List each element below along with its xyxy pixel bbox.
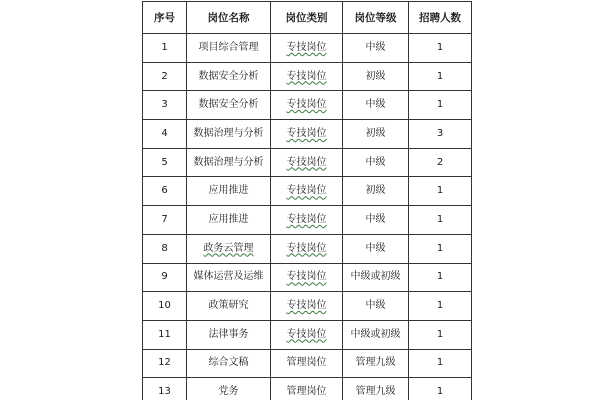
cell-name: 媒体运营及运维 [187, 263, 271, 292]
cell-no: 3 [143, 91, 187, 120]
cell-type [271, 292, 343, 321]
cell-name: 党务 [187, 378, 271, 400]
header-name: 岗位名称 [187, 2, 271, 34]
cell-no: 13 [143, 378, 187, 400]
cell-level: 中级或初级 [343, 320, 409, 349]
cell-count: 1 [409, 378, 472, 400]
cell-no: 9 [143, 263, 187, 292]
cell-count: 1 [409, 91, 472, 120]
cell-level: 中级 [343, 292, 409, 321]
cell-type [271, 320, 343, 349]
table-row [143, 263, 472, 292]
cell-type [271, 120, 343, 149]
table-row [143, 62, 472, 91]
cell-type [271, 263, 343, 292]
table-row [143, 234, 472, 263]
header-no: 序号 [143, 2, 187, 34]
table-row [143, 177, 472, 206]
table-row [143, 349, 472, 378]
table-row [143, 378, 472, 400]
cell-name: 数据安全分析 [187, 91, 271, 120]
header-type: 岗位类别 [271, 2, 343, 34]
cell-type-text: 专技岗位 [286, 300, 327, 312]
cell-type [271, 206, 343, 235]
cell-type-text: 专技岗位 [286, 99, 327, 111]
cell-type-text: 专技岗位 [286, 328, 327, 340]
cell-type [271, 148, 343, 177]
cell-level: 中级 [343, 206, 409, 235]
cell-name: 数据治理与分析 [187, 148, 271, 177]
cell-no: 2 [143, 62, 187, 91]
cell-type: 管理岗位 [271, 349, 343, 378]
table-row [143, 206, 472, 235]
cell-type [271, 91, 343, 120]
header-row [143, 2, 472, 34]
cell-count: 1 [409, 206, 472, 235]
cell-no: 6 [143, 177, 187, 206]
cell-level: 管理九级 [343, 378, 409, 400]
cell-name: 法律事务 [187, 320, 271, 349]
cell-no: 4 [143, 120, 187, 149]
table-row [143, 120, 472, 149]
cell-name: 综合文稿 [187, 349, 271, 378]
table-row [143, 34, 472, 63]
cell-type-text: 专技岗位 [286, 185, 327, 197]
cell-name-text: 政务云管理 [203, 242, 254, 254]
cell-type-text: 专技岗位 [286, 70, 327, 82]
cell-count: 1 [409, 320, 472, 349]
cell-type [271, 34, 343, 63]
cell-count: 1 [409, 62, 472, 91]
cell-name: 数据治理与分析 [187, 120, 271, 149]
cell-type [271, 234, 343, 263]
table-body [143, 34, 472, 400]
cell-name: 项目综合管理 [187, 34, 271, 63]
cell-name: 数据安全分析 [187, 62, 271, 91]
table-row [143, 292, 472, 321]
cell-count: 1 [409, 234, 472, 263]
cell-type-text: 专技岗位 [286, 127, 327, 139]
table-row [143, 320, 472, 349]
cell-type: 管理岗位 [271, 378, 343, 400]
table-row [143, 91, 472, 120]
header-level: 岗位等级 [343, 2, 409, 34]
cell-no: 8 [143, 234, 187, 263]
cell-no: 1 [143, 34, 187, 63]
cell-level: 中级 [343, 34, 409, 63]
table-header [143, 2, 472, 34]
cell-level: 初级 [343, 62, 409, 91]
job-positions-table [142, 1, 472, 400]
cell-type-text: 专技岗位 [286, 242, 327, 254]
cell-count: 1 [409, 34, 472, 63]
cell-count: 1 [409, 292, 472, 321]
cell-level: 管理九级 [343, 349, 409, 378]
cell-type-text: 专技岗位 [286, 156, 327, 168]
cell-count: 1 [409, 263, 472, 292]
cell-level: 中级或初级 [343, 263, 409, 292]
cell-no: 11 [143, 320, 187, 349]
cell-name: 应用推进 [187, 177, 271, 206]
table-row [143, 148, 472, 177]
cell-level: 初级 [343, 120, 409, 149]
cell-count: 1 [409, 349, 472, 378]
cell-no: 12 [143, 349, 187, 378]
cell-count: 2 [409, 148, 472, 177]
cell-name: 应用推进 [187, 206, 271, 235]
cell-count: 3 [409, 120, 472, 149]
cell-level: 中级 [343, 91, 409, 120]
cell-level: 中级 [343, 234, 409, 263]
cell-type [271, 177, 343, 206]
cell-level: 中级 [343, 148, 409, 177]
cell-no: 5 [143, 148, 187, 177]
cell-name: 政策研究 [187, 292, 271, 321]
cell-type-text: 专技岗位 [286, 213, 327, 225]
cell-count: 1 [409, 177, 472, 206]
cell-no: 10 [143, 292, 187, 321]
cell-type-text: 专技岗位 [286, 271, 327, 283]
cell-name [187, 234, 271, 263]
cell-type [271, 62, 343, 91]
cell-level: 初级 [343, 177, 409, 206]
cell-type-text: 专技岗位 [286, 41, 327, 53]
header-count: 招聘人数 [409, 2, 472, 34]
cell-no: 7 [143, 206, 187, 235]
